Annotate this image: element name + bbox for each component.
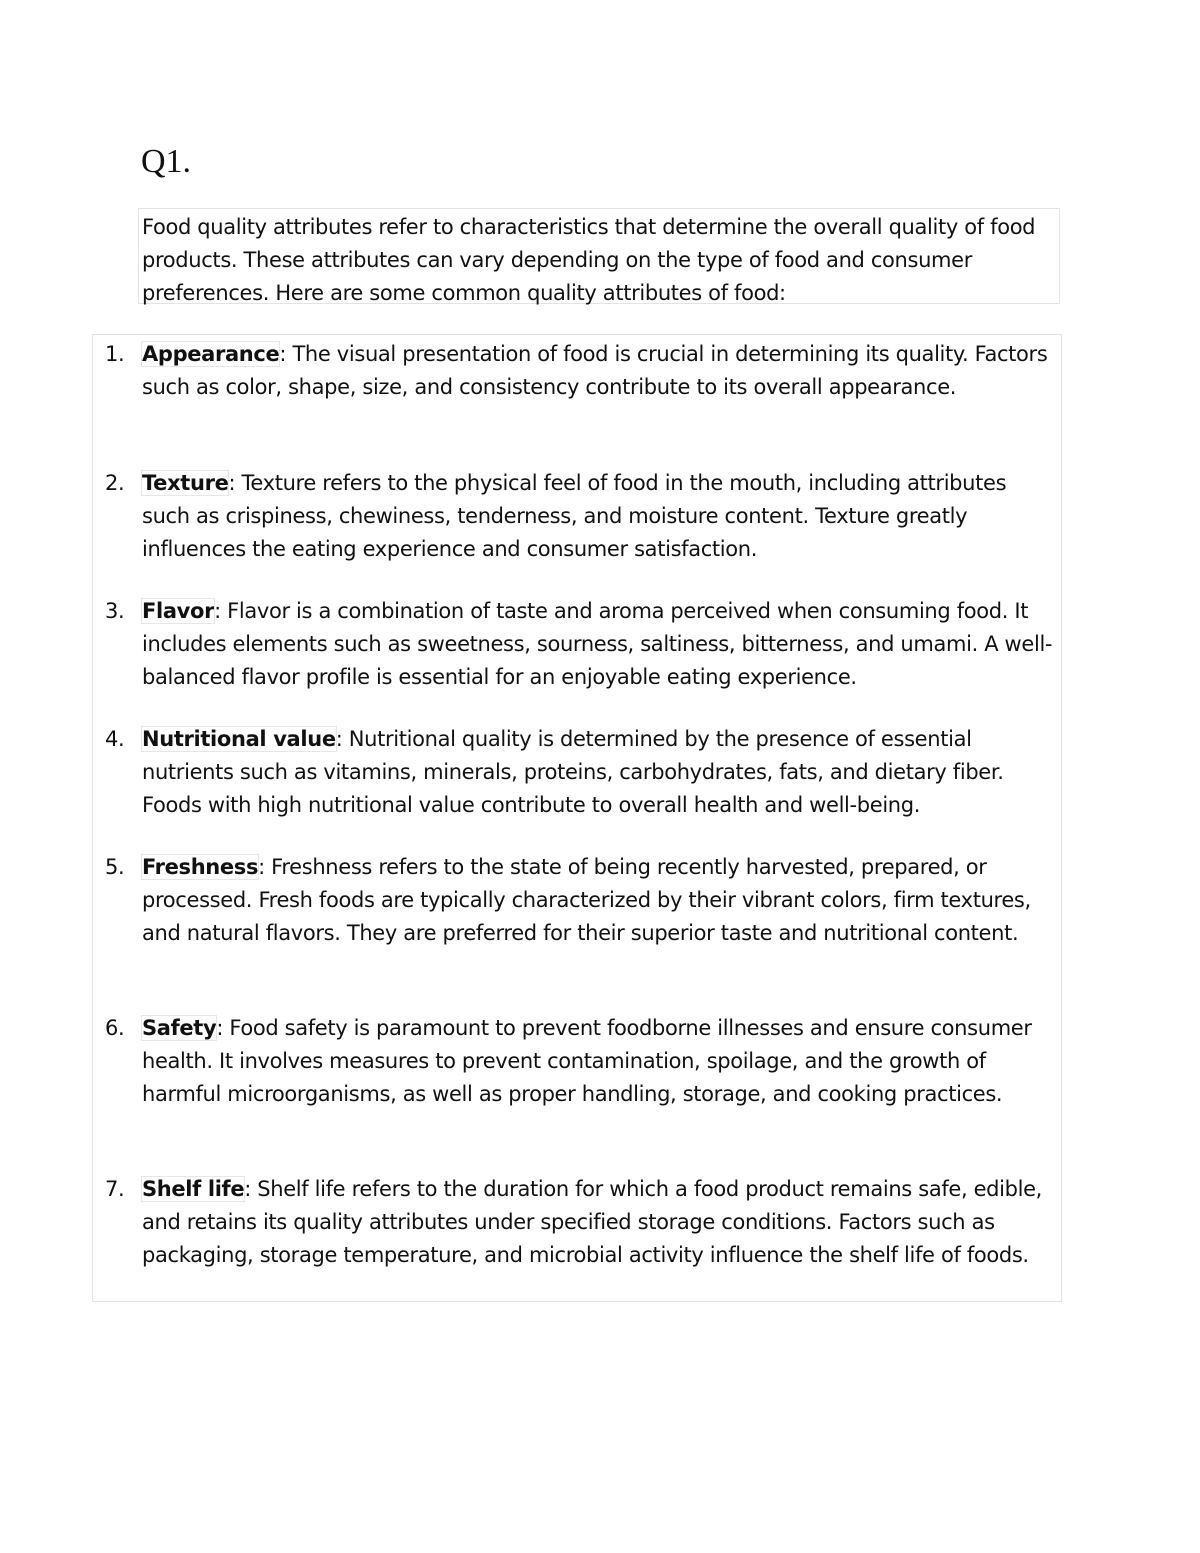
attribute-term: Shelf life (142, 1177, 245, 1201)
list-item-text (142, 723, 1060, 822)
attribute-term: Freshness (142, 855, 259, 879)
list-item-text (142, 1173, 1060, 1272)
quality-attributes-list (92, 334, 1062, 1302)
list-item-text (142, 338, 1060, 404)
attribute-description: : Freshness refers to the state of being recently harvested, prepared, or processed. Fresh foods are typically characterized by their vibrant colors, firm textures, and natural flavors. They are preferred for their superior taste and nutritional content. (142, 855, 1031, 945)
attribute-description: : The visual presentation of food is crucial in determining its quality. Factors such as color, shape, size, and consistency contribute to its overall appearance. (142, 342, 1048, 399)
attribute-term: Appearance (142, 342, 280, 366)
list-item-text (142, 595, 1060, 694)
list-item-text (142, 467, 1060, 566)
attribute-term: Nutritional value (142, 727, 336, 751)
attribute-description: : Texture refers to the physical feel of food in the mouth, including attributes such as crispiness, chewiness, tenderness, and moisture content. Texture greatly influences the eating experience and consumer satisfaction. (142, 471, 1007, 561)
list-number: 2. (105, 471, 125, 495)
attribute-description: : Shelf life refers to the duration for which a food product remains safe, edible, and retains its quality attributes under specified storage conditions. Factors such as packaging, storage temperature, and microbial activity influence the shelf life of foods. (142, 1177, 1042, 1267)
list-number: 4. (105, 727, 125, 751)
attribute-term: Texture (142, 471, 229, 495)
list-number: 6. (105, 1016, 125, 1040)
intro-paragraph: Food quality attributes refer to characteristics that determine the overall quality of food products. These attributes can vary depending on the type of food and consumer preferences. Here are some common quality attributes of food: (138, 208, 1060, 304)
attribute-term: Safety (142, 1016, 217, 1040)
attribute-description: : Flavor is a combination of taste and aroma perceived when consuming food. It includes elements such as sweetness, sourness, saltiness, bitterness, and umami. A well-balanced flavor profile is essential for an enjoyable eating experience. (142, 599, 1053, 689)
attribute-term: Flavor (142, 599, 215, 623)
list-number: 5. (105, 855, 125, 879)
question-heading: Q1. (141, 143, 192, 180)
list-item-text (142, 1012, 1060, 1111)
list-number: 7. (105, 1177, 125, 1201)
attribute-description: : Nutritional quality is determined by the presence of essential nutrients such as vitamins, minerals, proteins, carbohydrates, fats, and dietary fiber. Foods with high nutritional value contribute to overall health and well-being. (142, 727, 1004, 817)
attribute-description: : Food safety is paramount to prevent foodborne illnesses and ensure consumer health. It involves measures to prevent contamination, spoilage, and the growth of harmful microorganisms, as well as proper handling, storage, and cooking practices. (142, 1016, 1032, 1106)
list-number: 1. (105, 342, 125, 366)
list-number: 3. (105, 599, 125, 623)
list-item-text (142, 851, 1060, 950)
